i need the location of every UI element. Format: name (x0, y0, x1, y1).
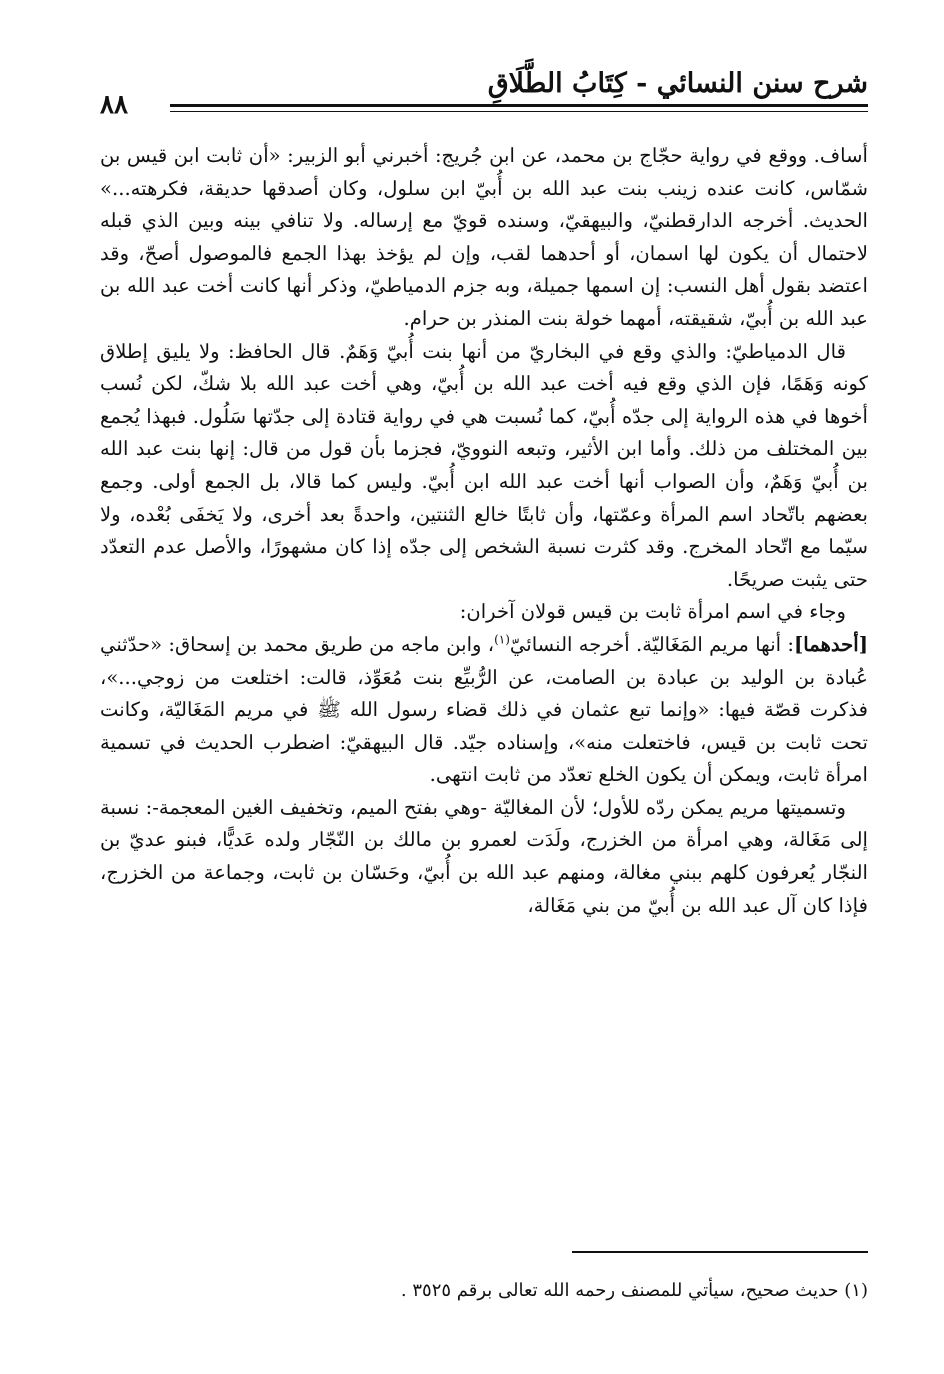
footnote: (١) حديث صحيح، سيأتي للمصنف رحمه الله تعالى برقم ٣٥٢٥ . (400, 1280, 868, 1301)
paragraph-1: أساف. ووقع في رواية حجّاج بن محمد، عن ابن جُريج: أخبرني أبو الزبير: «أن ثابت ابن قيس بن شمّاس، كانت عنده زينب بنت عبد الله بن أُبيّ ابن سلول، وكان أصدقها حديقة، فكرهته...» الحديث. أخرجه الدارقطنيّ، والبيهقيّ، وسنده قويّ مع إرساله. ولا تنافي بينه وبين الذي قبله لاحتمال أن يكون لها اسمان، أو أحدهما لقب، وإن لم يؤخذ بهذا الجمع فالموصول أصحّ، وقد اعتضد بقول أهل النسب: إن اسمها جميلة، وبه جزم الدمياطيّ، وذكر أنها كانت أخت عبد الله بن عبد الله بن أُبيّ، شقيقته، أمهما خولة بنت المنذر بن حرام. (100, 144, 868, 330)
header-rule-thick (170, 104, 868, 107)
paragraph-5: وتسميتها مريم يمكن ردّه للأول؛ لأن المغاليّة -وهي بفتح الميم، وتخفيف الغين المعجمة-: نسبة إلى مَغَالة، وهي امرأة من الخزرج، ولَدَت لعمرو بن مالك بن النّجّار ولده عَديًّا، فبنو عديّ بن النجّار يُعرفون كلهم ببني مغالة، ومنهم عبد الله بن أُبيّ، وحَسّان بن ثابت، وجماعة من الخزرج، فإذا كان آل عبد الله بن أُبيّ من بني مَغَالة، (100, 795, 868, 917)
paragraph-3: وجاء في اسم امرأة ثابت بن قيس قولان آخران: (459, 600, 846, 624)
section-bracket-label: [أحدهما] (794, 632, 869, 656)
paragraph-4-part-b: ، وابن ماجه من طريق محمد بن إسحاق: «حدّثني عُبادة بن الوليد بن عبادة بن الصامت، عن الرُّبيِّع بنت مُعَوِّذ، قالت: اختلعت من زوجي...»، فذكرت قصّة فيها: «وإنما تبع عثمان في ذلك قضاء رسول الله ﷺ في مريم المَغَاليّة، وكانت تحت ثابت بن قيس، فاختعلت منه»، وإسناده جيّد. قال البيهقيّ: اضطرب الحديث في تسمية امرأة ثابت، ويمكن أن يكون الخلع تعدّد من ثابت انتهى. (100, 632, 868, 787)
page-header (100, 66, 868, 126)
footnote-separator (572, 1251, 868, 1253)
paragraph-4-part-a: : أنها مريم المَغَاليّة. أخرجه النسائيّ (509, 632, 794, 656)
paragraph-4 (100, 629, 868, 792)
footnote-reference: (١) (494, 632, 510, 647)
page-number: ٨٨ (100, 90, 128, 120)
running-title: شرح سنن النسائي - كِتَابُ الطَّلَاقِ (487, 68, 868, 99)
header-rule-thin (170, 111, 868, 112)
main-text (100, 140, 868, 922)
paragraph-2: قال الدمياطيّ: والذي وقع في البخاريّ من أنها بنت أُبيّ وَهَمٌ. قال الحافظ: ولا يليق إطلاق كونه وَهَمًا، فإن الذي وقع فيه أخت عبد الله بن أُبيّ، وهي أخت عبد الله بلا شكّ، لكن نُسب أخوها في هذه الرواية إلى جدّه أُبيّ، كما نُسبت هي في رواية قتادة إلى جدّتها سَلُول. فبهذا يُجمع بين المختلف من ذلك. وأما ابن الأثير، وتبعه النوويّ، فجزما بأن قول من قال: إنها بنت عبد الله بن أُبيّ وَهَمٌ، وأن الصواب أنها أخت عبد الله ابن أُبيّ. وليس كما قالا، بل الجمع أولى. وجمع بعضهم باتّحاد اسم المرأة وعمّتها، وأن ثابتًا خالع الثنتين، واحدةً بعد أخرى، ولا يَخفَى بُعْده، ولا سيّما مع اتّحاد المخرج. وقد كثرت نسبة الشخص إلى جدّه إذا كان مشهورًا، والأصل عدم التعدّد حتى يثبت صريحًا. (100, 339, 868, 591)
